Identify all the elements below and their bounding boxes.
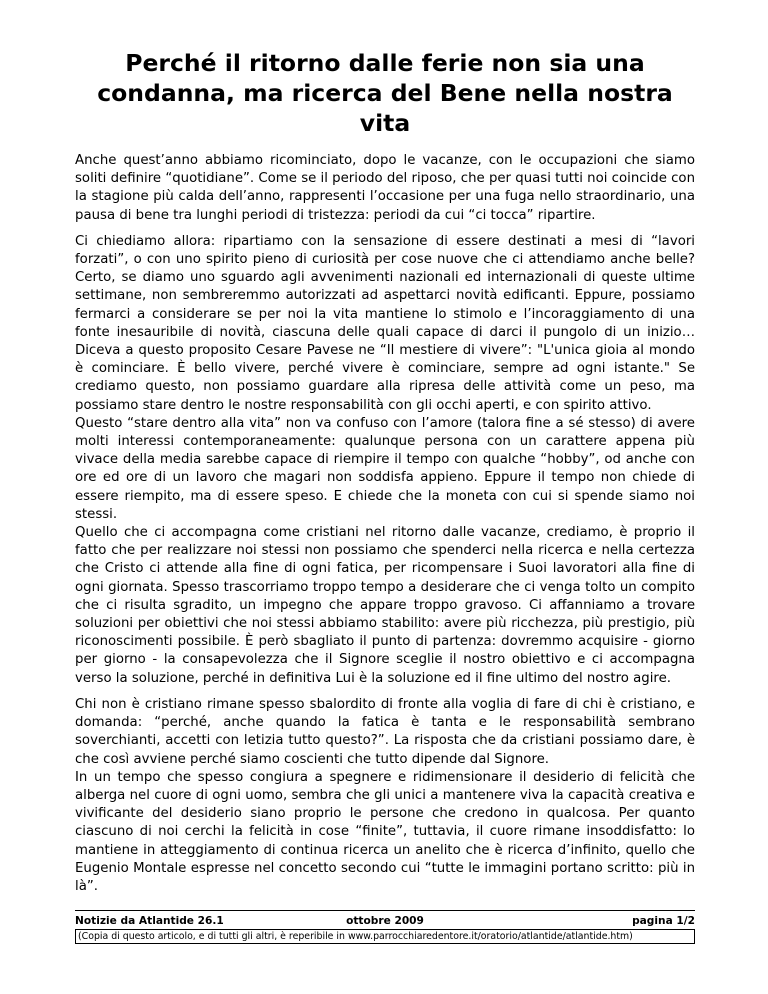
footer-page-number: pagina 1/2 [632,915,696,927]
article [75,0,695,896]
paragraph-4: Quello che ci accompagna come cristiani nel ritorno dalle vacanze, crediamo, è proprio il fatto che per realizzare noi stessi non possiamo che spenderci nella ricerca e nella certezza che Cristo ci attende alla fine di ogni fatica, per ricompensare i Suoi lavoratori alla fine di ogni giornata. Spesso trascorriamo troppo tempo a desiderare che ci venga tolto un compito che ci risulta sgradito, un impegno che appare troppo gravoso. Ci affanniamo a trovare soluzioni per obiettivi che noi stessi abbiamo stabilito: avere più ricchezza, più prestigio, più riconoscimenti possibile. È però sbagliato il punto di partenza: dovremmo acquisire - giorno per giorno - la consapevolezza che il Signore sceglie il nostro obiettivo e ci accompagna verso la soluzione, perché in definitiva Lui è la soluzione ed il fine ultimo del nostro agire. [75,525,695,686]
paragraph-2: Ci chiediamo allora: ripartiamo con la sensazione di essere destinati a mesi di “lavori forzati”, o con uno spirito pieno di curiosità per cose nuove che ci attendiamo anche belle? Certo, se diamo uno sguardo agli avvenimenti nazionali ed internazionali di queste ultime settimane, non sembreremmo autorizzati ad aspettarci novità edificanti. Eppure, possiamo fermarci a considerare se per noi la vita mantiene lo stimolo e l’incoraggiamento di una fonte inesauribile di novità, ciascuna delle quali capace di darci il pungolo di un inizio… Diceva a questo proposito Cesare Pavese ne “Il mestiere di vivere”: "L'unica gioia al mondo è cominciare. È bello vivere, perché vivere è cominciare, sempre ad ogni istante." Se crediamo questo, non possiamo guardare alla ripresa delle attività come un peso, ma possiamo stare dentro le nostre responsabilità con gli occhi aperti, e con spirito attivo. [75,233,695,413]
footer-publication: Notizie da Atlantide 26.1 [75,915,224,927]
paragraph-1: Anche quest’anno abbiamo ricominciato, dopo le vacanze, con le occupazioni che siamo soliti definire “quotidiane”. Come se il periodo del riposo, che per quasi tutti noi coincide con la stagione più calda dell’anno, rappresenti l’occasione per una fuga nello straordinario, una pausa di bene tra lunghi periodi di tristezza: periodi da cui “ci tocca” ripartire. [75,153,695,223]
paragraph-3: Questo “stare dentro alla vita” non va confuso con l’amore (talora fine a sé stesso) di avere molti interessi contemporaneamente: qualunque persona con un carattere appena più vivace della media sarebbe capace di riempire il tempo con qualche “hobby”, od anche con ore ed ore di un lavoro che magari non soddisfa appieno. Eppure il tempo non chiede di essere riempito, ma di essere speso. E chiede che la moneta con cui si spende siamo noi stessi. [75,415,695,522]
footer-row [75,911,695,928]
paragraph-6: In un tempo che spesso congiura a spegnere e ridimensionare il desiderio di felicità che alberga nel cuore di ogni uomo, sembra che gli unici a mantenere viva la capacità creativa e vivificante del desiderio siano proprio le persone che credono in qualcosa. Per quanto ciascuno di noi cerchi la felicità in cose “finite”, tuttavia, il cuore rimane insoddisfatto: lo mantiene in atteggiamento di continua ricerca un anelito che è ricerca d’infinito, quello che Eugenio Montale espresse nel concetto secondo cui “tutte le immagini portano scritto: più in là”. [75,769,695,894]
article-title: Perché il ritorno dalle ferie non sia una condanna, ma ricerca del Bene nella nostra vita [97,49,673,137]
page-footer [75,910,695,944]
footer-copy-note: (Copia di questo articolo, e di tutti gli altri, è reperibile in www.parrocchiaredentore.it/oratorio/atlantide/atlantide.htm) [75,929,695,944]
footer-date: ottobre 2009 [346,915,424,927]
paragraph-5: Chi non è cristiano rimane spesso sbalordito di fronte alla voglia di fare di chi è cristiano, e domanda: “perché, anche quando la fatica è tanta e le responsabilità sembrano soverchianti, accetti con letizia tutto questo?”. La risposta che da cristiani possiamo dare, è che così avviene perché siamo coscienti che tutto dipende dal Signore. [75,696,695,767]
